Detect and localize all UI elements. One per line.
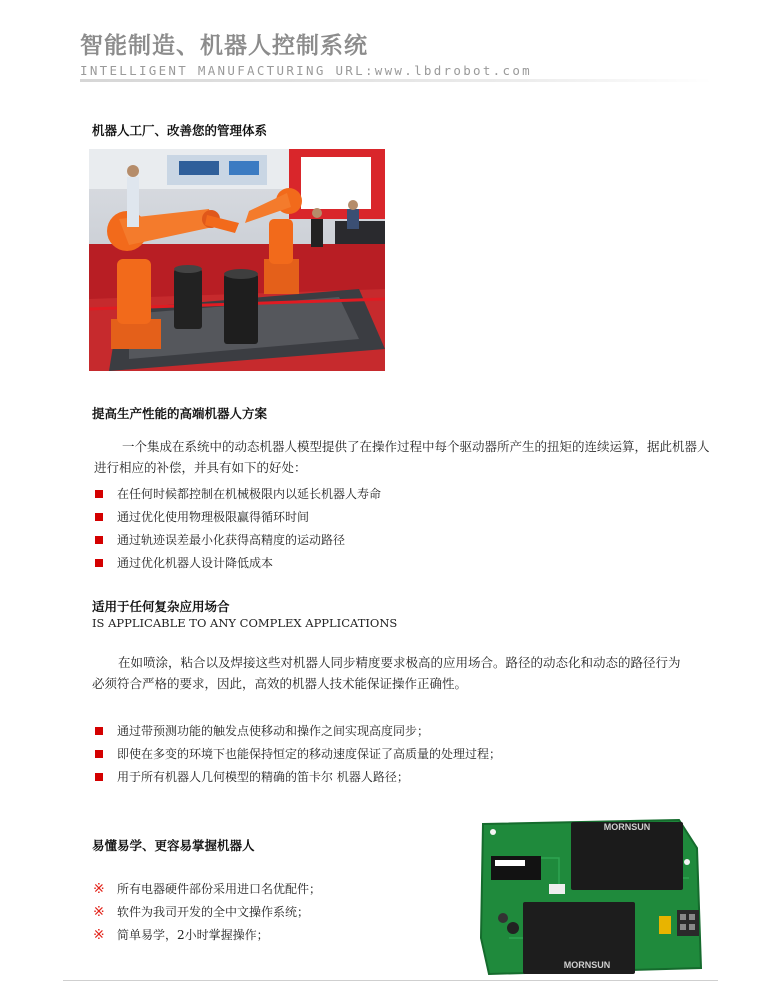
- bullet-text: 在任何时候都控制在机械极限内以延长机器人寿命: [117, 487, 382, 501]
- list-item: [95, 552, 381, 575]
- bullet-text: 用于所有机器人几何模型的精确的笛卡尔 机器人路径；: [117, 770, 409, 784]
- section2-paragraph: 一个集成在系统中的动态机器人模型提供了在操作过程中每个驱动器所产生的扭矩的连续运算，据此机器人进行相应的补偿，并具有如下的好处：: [94, 439, 710, 475]
- list-item: [95, 506, 381, 529]
- brand-subtitle-url: INTELLIGENT MANUFACTURING URL:www.lbdrobot.com: [80, 63, 532, 78]
- module-label-top: MORNSUN: [603, 822, 651, 832]
- list-item: [95, 743, 501, 766]
- bullet-text: 通过带预测功能的触发点使移动和操作之间实现高度同步；: [117, 724, 430, 738]
- bullet-text: 简单易学，2小时掌握操作；: [117, 928, 269, 942]
- footer-divider: [63, 980, 718, 981]
- section3-heading-english: IS APPLICABLE TO ANY COMPLEX APPLICATIONS: [92, 616, 398, 630]
- red-square-bullet-icon: [95, 559, 103, 567]
- bullet-text: 所有电器硬件部份采用进口名优配件；: [117, 882, 322, 896]
- list-item: [95, 766, 501, 789]
- red-square-bullet-icon: [95, 727, 103, 735]
- bullet-text: 通过优化机器人设计降低成本: [117, 556, 274, 570]
- list-item: [95, 483, 381, 506]
- module-label-bottom: MORNSUN: [563, 960, 611, 970]
- list-item: [95, 878, 321, 901]
- reference-mark-icon: ※: [93, 927, 105, 943]
- red-square-bullet-icon: [95, 536, 103, 544]
- header-divider: [80, 79, 712, 82]
- red-square-bullet-icon: [95, 750, 103, 758]
- red-square-bullet-icon: [95, 773, 103, 781]
- section1-heading: 机器人工厂、改善您的管理体系: [92, 123, 268, 138]
- section4-bullet-list: [95, 878, 321, 947]
- bullet-text: 软件为我司开发的全中文操作系统；: [117, 905, 310, 919]
- list-item: [95, 529, 381, 552]
- section4-heading: 易懂易学、更容易掌握机器人: [92, 838, 255, 853]
- red-square-bullet-icon: [95, 513, 103, 521]
- section3-paragraph-line1: 在如喷涂，粘合以及焊接这些对机器人同步精度要求极高的应用场合。路径的动态化和动态的路径行为: [118, 655, 681, 670]
- bullet-text: 通过轨迹误差最小化获得高精度的运动路径: [117, 533, 346, 547]
- reference-mark-icon: ※: [93, 904, 105, 920]
- section2-heading: 提高生产性能的高端机器人方案: [92, 406, 268, 421]
- bullet-text: 通过优化使用物理极限赢得循环时间: [117, 510, 310, 524]
- robot-exhibition-photo: [89, 149, 385, 371]
- brand-title: 智能制造、机器人控制系统: [80, 33, 368, 59]
- list-item: [95, 901, 321, 924]
- section3-bullet-list: [95, 720, 501, 789]
- bullet-text: 即使在多变的环境下也能保持恒定的移动速度保证了高质量的处理过程；: [117, 747, 502, 761]
- list-item: [95, 924, 321, 947]
- section3-heading: 适用于任何复杂应用场合: [92, 599, 230, 614]
- section2-bullet-list: [95, 483, 381, 575]
- control-board-photo: [479, 818, 703, 978]
- section3-paragraph-line2: 必须符合严格的要求，因此，高效的机器人技术能保证操作正确性。: [92, 676, 468, 691]
- reference-mark-icon: ※: [93, 881, 105, 897]
- list-item: [95, 720, 501, 743]
- red-square-bullet-icon: [95, 490, 103, 498]
